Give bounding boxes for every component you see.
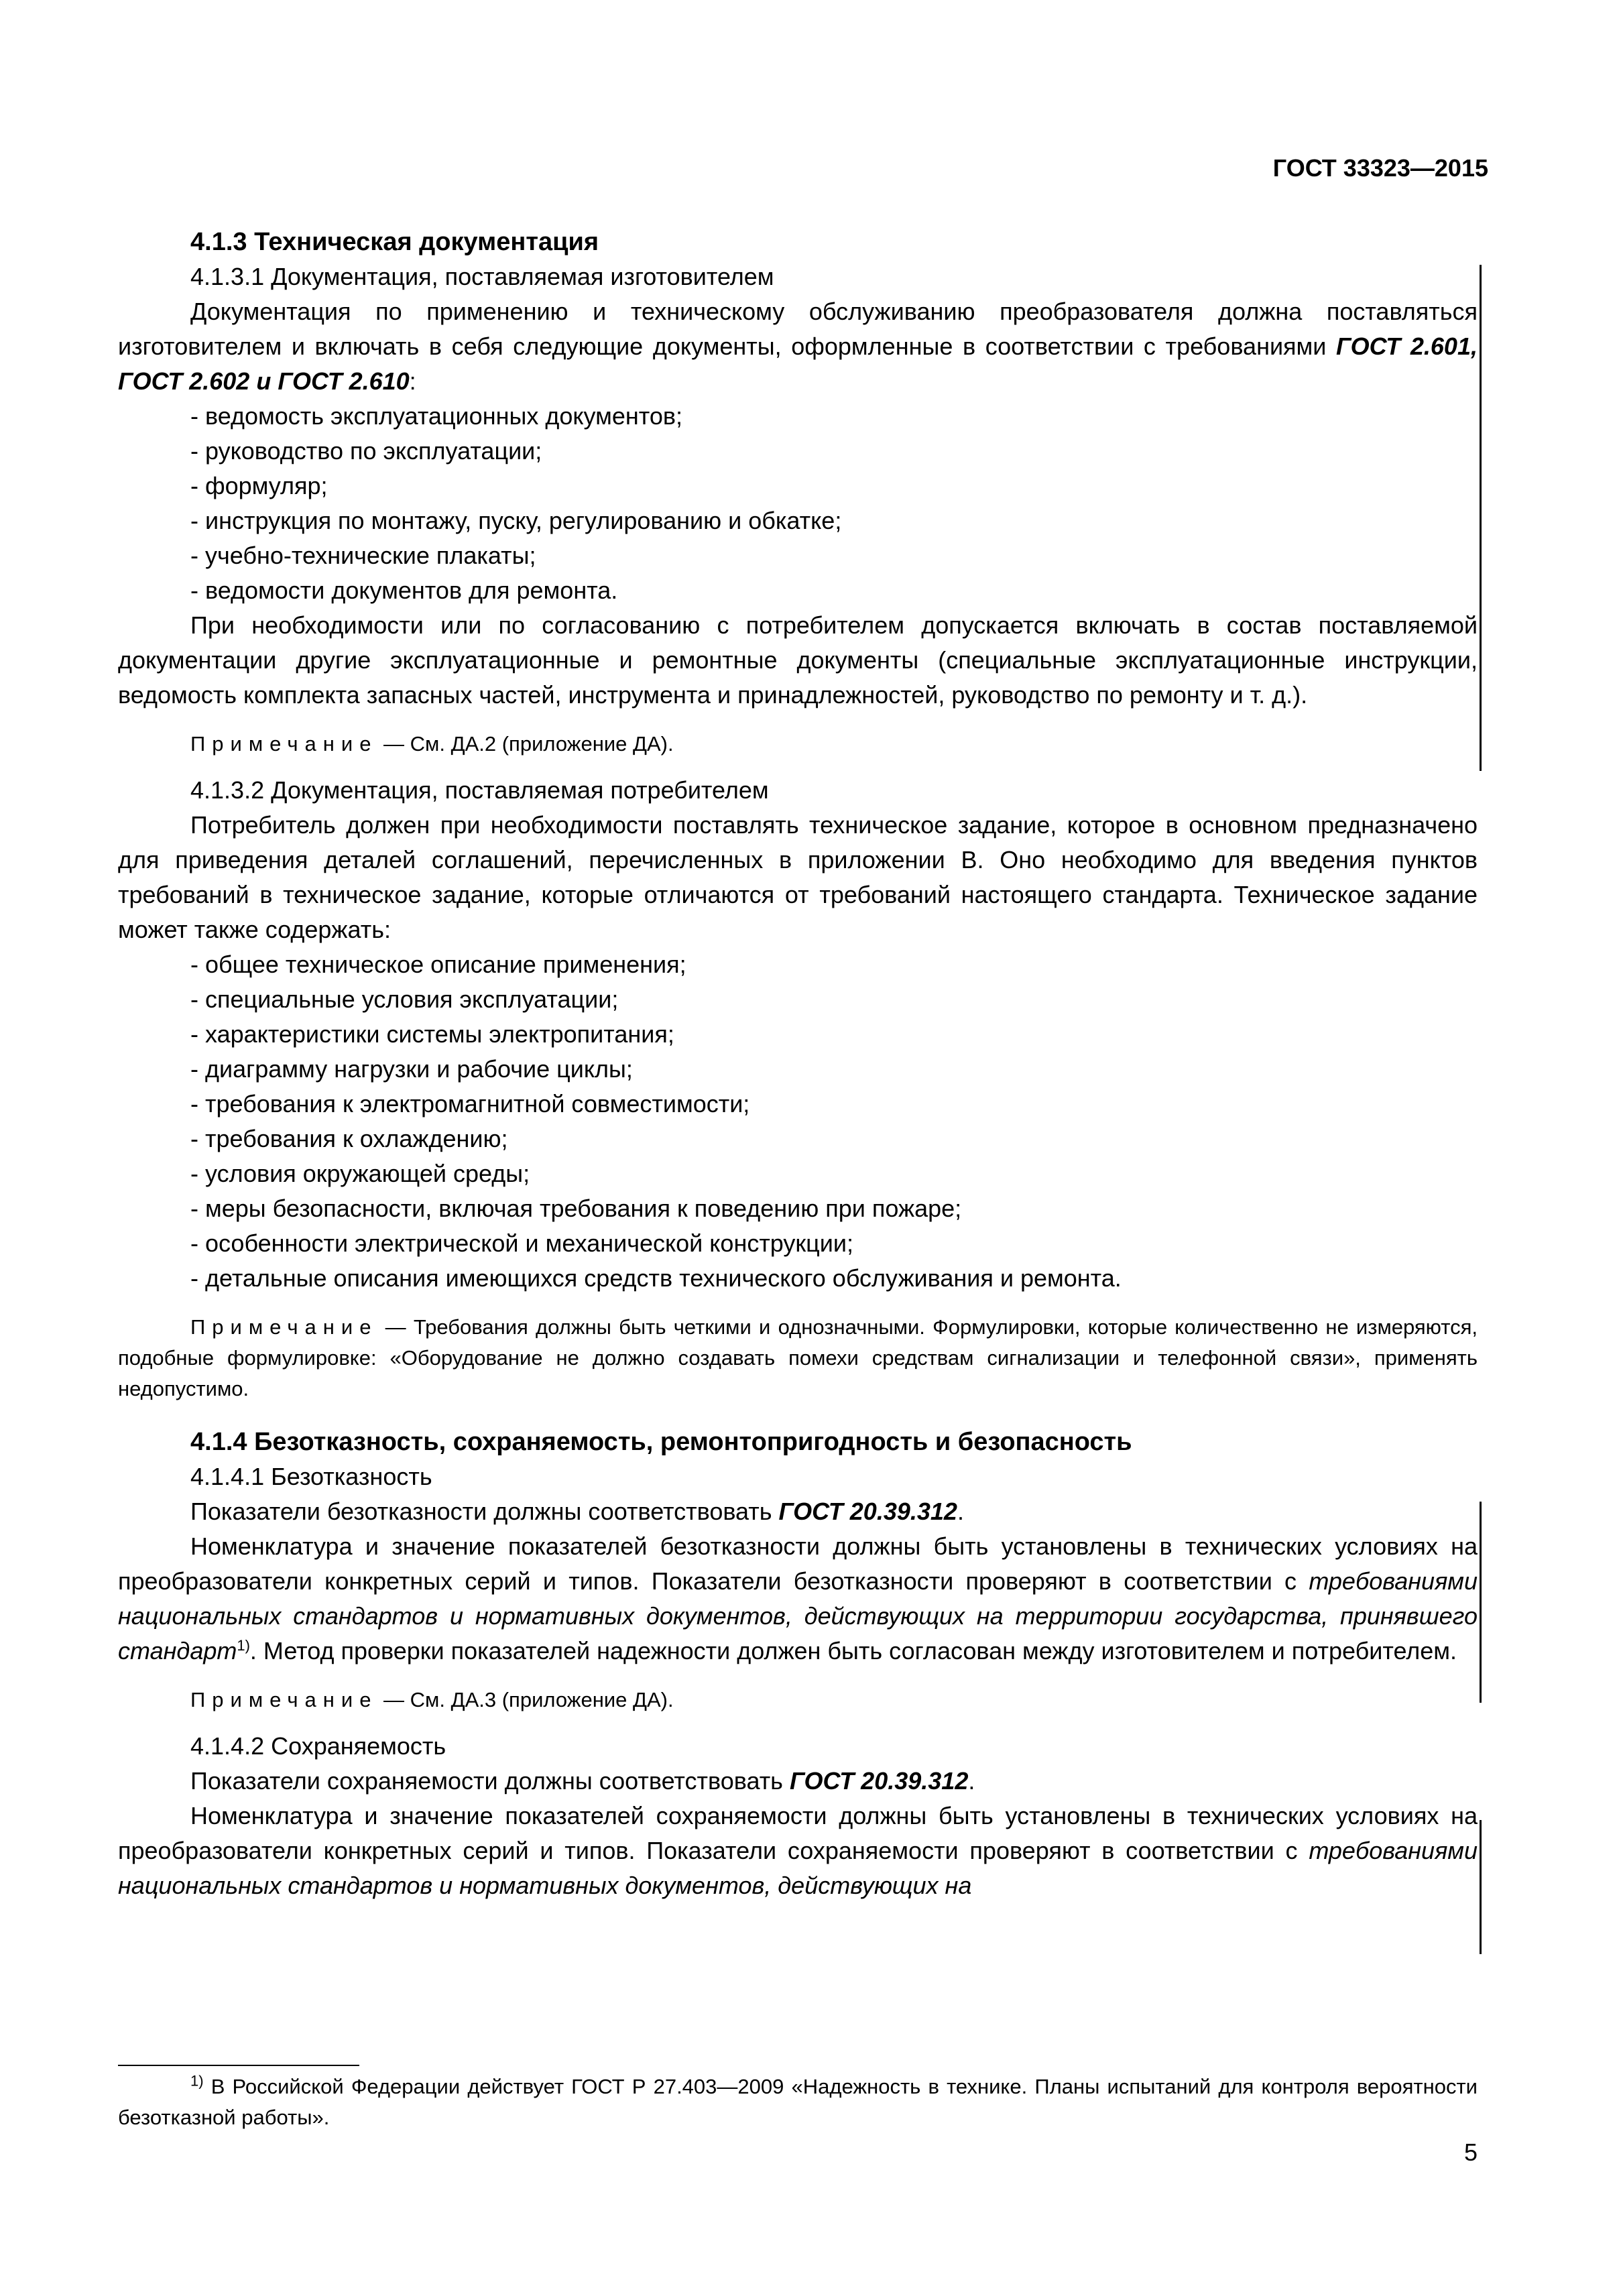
footnote-mark: 1) xyxy=(190,2072,204,2090)
list-item: - ведомость эксплуатационных документов; xyxy=(190,402,682,430)
change-bar xyxy=(1480,1820,1482,1954)
list-item: - специальные условия эксплуатации; xyxy=(190,985,619,1013)
section-heading: 4.1.3 Техническая документация xyxy=(190,228,599,256)
note-label: Примечание xyxy=(190,1315,378,1339)
list-item: - детальные описания имеющихся средств технического обслуживания и ремонта. xyxy=(190,1264,1122,1292)
list-item: - формуляр; xyxy=(190,472,328,499)
list-item: - требования к электромагнитной совместимости; xyxy=(190,1090,750,1117)
standard-reference: ГОСТ 20.39.312 xyxy=(778,1498,957,1525)
list-item: - руководство по эксплуатации; xyxy=(190,437,542,465)
note-label: Примечание xyxy=(190,732,378,756)
paragraph: Потребитель должен при необходимости поставлять техническое задание, которое в основном предназначено для приведения деталей соглашений, перечисленных в приложении В. Оно необходимо для введения пунктов требований в техническое задание, которые отличаются от требований настоящего стандарта. Техническое задание может также содержать: xyxy=(118,811,1478,943)
change-bar xyxy=(1480,265,1482,771)
document-body xyxy=(118,225,1478,1903)
footnote: $^{1)}$ В Российской Федерации действует ГОСТ Р 27.403—2009 «Надежность в технике. Планы испытаний для контроля вероятности безотказной работы». xyxy=(118,2072,1478,2129)
note: Примечание — См. ДА.3 (приложение ДА). xyxy=(190,1688,674,1711)
list-item: - диаграмму нагрузки и рабочие циклы; xyxy=(190,1055,633,1083)
page-number: 5 xyxy=(1463,2138,1478,2166)
list-item: - условия окружающей среды; xyxy=(190,1160,530,1187)
subsection-title: 4.1.3.2 Документация, поставляемая потребителем xyxy=(190,776,769,804)
note: Примечание — См. ДА.2 (приложение ДА). xyxy=(190,732,674,756)
document-id: ГОСТ 33323—2015 xyxy=(1272,154,1488,182)
paragraph: Документация по применению и техническому обслуживанию преобразователя должна поставляться изготовителем и включать в себя следующие документы, оформленные в соответствии с требованиями ГОСТ 2.601, ГОСТ 2.602 и ГОСТ 2.610: xyxy=(118,298,1478,395)
change-bar xyxy=(1480,1502,1482,1703)
paragraph: Номенклатура и значение показателей сохраняемости должны быть установлены в технических условиях на преобразователи конкретных серий и типов. Показатели сохраняемости проверяют в соответствии с требованиями национальных стандартов и нормативных документов, действующих на xyxy=(118,1802,1478,1899)
note: Примечание — Требования должны быть четкими и однозначными. Формулировки, которые количественно не измеряются, подобные формулировке: «Оборудование не должно создавать помехи средствам сигнализации и телефонной связи», применять недопустимо. xyxy=(118,1315,1478,1400)
note-label: Примечание xyxy=(190,1688,378,1711)
list-item: - инструкция по монтажу, пуску, регулированию и обкатке; xyxy=(190,507,842,534)
footnote-separator xyxy=(118,2065,359,2066)
list-item: - ведомости документов для ремонта. xyxy=(190,577,618,604)
paragraph: Показатели безотказности должны соответствовать ГОСТ 20.39.312. xyxy=(190,1498,964,1525)
list-item: - учебно-технические плакаты; xyxy=(190,542,536,569)
list-item: - общее техническое описание применения; xyxy=(190,951,686,978)
standard-reference: ГОСТ 2.601, ГОСТ 2.602 и ГОСТ 2.610 xyxy=(118,333,1478,395)
subsection-title: 4.1.4.2 Сохраняемость xyxy=(190,1732,446,1760)
footnote-ref: 1) xyxy=(237,1637,250,1654)
section-heading: 4.1.4 Безотказность, сохраняемость, ремонтопригодность и безопасность xyxy=(190,1428,1132,1456)
paragraph: При необходимости или по согласованию с потребителем допускается включать в состав поставляемой документации другие эксплуатационные и ремонтные документы (специальные эксплуатационные инструкции, ведомость комплекта запасных частей, инструмента и принадлежностей, руководство по ремонту и т. д.). xyxy=(118,611,1478,709)
paragraph: Показатели сохраняемости должны соответствовать ГОСТ 20.39.312. xyxy=(190,1767,975,1795)
list-item: - характеристики системы электропитания; xyxy=(190,1020,674,1048)
list-item: - особенности электрической и механической конструкции; xyxy=(190,1229,854,1257)
paragraph: Номенклатура и значение показателей безотказности должны быть установлены в технических условиях на преобразователи конкретных серий и типов. Показатели безотказности проверяют в соответствии с требованиями национальных стандартов и нормативных документов, действующих на территории государства, принявшего стандарт$^{1)}$. Метод проверки показателей надежности должен быть согласован между изготовителем и потребителем. xyxy=(118,1532,1478,1665)
subsection-title: 4.1.4.1 Безотказность xyxy=(190,1463,432,1490)
subsection-title: 4.1.3.1 Документация, поставляемая изготовителем xyxy=(190,263,774,290)
standard-reference: ГОСТ 20.39.312 xyxy=(789,1767,969,1795)
list-item: - меры безопасности, включая требования к поведению при пожаре; xyxy=(190,1195,962,1222)
list-item: - требования к охлаждению; xyxy=(190,1125,508,1152)
